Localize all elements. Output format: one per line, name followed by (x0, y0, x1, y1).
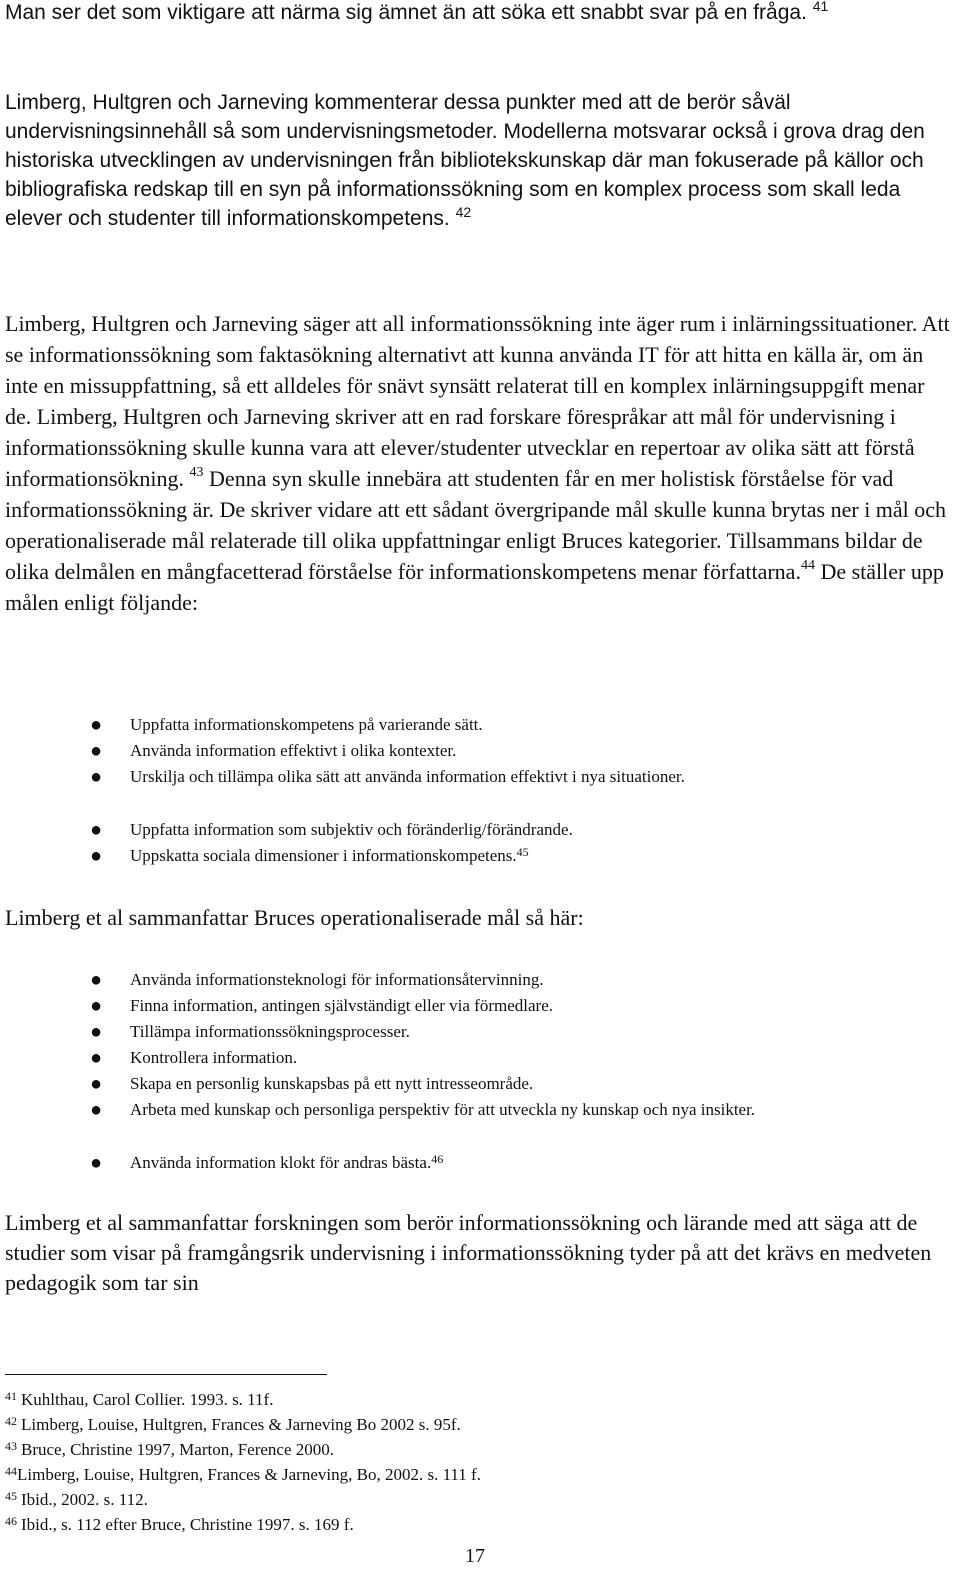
footnote-separator (5, 1374, 327, 1375)
list-item-text (130, 843, 830, 869)
bullet-icon: ● (90, 714, 103, 736)
bullet-icon: ● (90, 766, 103, 788)
footnote-number: 46 (5, 1514, 17, 1528)
footnote-ref-41: 41 (812, 0, 829, 14)
footnote-number: 44 (5, 1464, 17, 1478)
footnote-text: Limberg, Louise, Hultgren, Frances & Jarneving, Bo, 2002. s. 111 f. (17, 1465, 481, 1484)
paragraph-3-text-c: De ställer upp målen enligt följande: (5, 559, 944, 615)
footnote-text: Ibid., 2002. s. 112. (21, 1490, 148, 1509)
footnote (5, 1513, 905, 1537)
footnote (5, 1388, 905, 1412)
footnote-ref-43: 43 (189, 465, 204, 480)
footnote-number: 42 (5, 1414, 17, 1428)
footnote-text: Ibid., s. 112 efter Bruce, Christine 1997. s. 169 f. (21, 1515, 354, 1534)
list-item-text: Kontrollera information. (130, 1048, 298, 1067)
bullet-icon: ● (90, 1152, 103, 1174)
bullet-icon: ● (90, 995, 103, 1017)
footnote-ref-45: 45 (516, 845, 529, 859)
footnote-ref-44: 44 (800, 558, 815, 573)
footnote (5, 1463, 905, 1487)
footnote-number: 43 (5, 1439, 17, 1453)
bullet-icon: ● (90, 740, 103, 762)
list-item-text: Använda informationsteknologi för informationsåtervinning. (130, 970, 544, 989)
bullet-icon: ● (90, 819, 103, 841)
footnote (5, 1488, 905, 1512)
footnote-text: Bruce, Christine 1997, Marton, Ference 2000. (21, 1440, 335, 1459)
bullet-icon: ● (90, 1073, 103, 1095)
footnote-text: Limberg, Louise, Hultgren, Frances & Jarneving Bo 2002 s. 95f. (21, 1415, 461, 1434)
list-item-text (130, 1150, 830, 1176)
list-item-text: Uppfatta information som subjektiv och föränderlig/förändrande. (130, 820, 573, 839)
footnote-number: 41 (5, 1389, 17, 1403)
paragraph-3-text-b: Denna syn skulle innebära att studenten får en mer holistisk förståelse för vad informationssökning är. De skriver vidare att ett sådant övergripande mål skulle kunna brytas ner i mål och operationaliserade mål relaterade till olika uppfattningar enligt Bruces kategorier. Tillsammans bildar de olika delmålen en mångfacetterad förståelse för informationskompetens menar författarna. (5, 466, 947, 584)
paragraph-3 (5, 308, 950, 618)
paragraph-2-text: Limberg, Hultgren och Jarneving kommenterar dessa punkter med att de berör såväl undervisningsinnehåll så som undervisningsmetoder. Modellerna motsvarar också i grova drag den historiska utvecklingen av undervisningen från bibliotekskunskap där man fokuserade på källor och bibliografiska redskap till en syn på informationssökning som en komplex process som skall leda elever och studenter till informationskompetens. (5, 91, 925, 230)
list-item-text: Finna information, antingen självständigt eller via förmedlare. (130, 996, 553, 1015)
footnote-number: 45 (5, 1489, 17, 1503)
list-item-text: Tillämpa informationssökningsprocesser. (130, 1022, 410, 1041)
list-item-text: Uppfatta informationskompetens på varierande sätt. (130, 715, 483, 734)
bullet-icon: ● (90, 1047, 103, 1069)
list-item-text: Använda information effektivt i olika kontexter. (130, 741, 457, 760)
paragraph-4: Limberg et al sammanfattar Bruces operationaliserade mål så här: (5, 905, 584, 930)
paragraph-1 (5, 0, 950, 27)
bullet-icon: ● (90, 1099, 103, 1121)
paragraph-3-text-a: Limberg, Hultgren och Jarneving säger att all informationssökning inte äger rum i inlärningssituationer. Att se informationssökning som faktasökning alternativt att kunna använda IT för att hitta en källa är, om än inte en missuppfattning, så ett alldeles för snävt synsätt relaterat till en komplex inlärningsuppgift menar de. Limberg, Hultgren och Jarneving skriver att en rad forskare förespråkar att mål för undervisning i informationssökning skulle kunna vara att elever/studenter utvecklar en repertoar av olika sätt att förstå informationsökning. (5, 311, 950, 491)
paragraph-1-text: Man ser det som viktigare att närma sig ämnet än att söka ett snabbt svar på en fråga. (5, 1, 807, 24)
paragraph-5: Limberg et al sammanfattar forskningen som berör informationssökning och lärande med att säga att de studier som visar på framgångsrik undervisning i informationssökning tyder på att det krävs en medveten pedagogik som tar sin (5, 1210, 932, 1295)
footnote (5, 1438, 905, 1462)
bullet-icon: ● (90, 1021, 103, 1043)
footnote (5, 1413, 905, 1437)
bullet-icon: ● (90, 845, 103, 867)
list-item-text: Skapa en personlig kunskapsbas på ett nytt intresseområde. (130, 1074, 534, 1093)
page-number: 17 (465, 1545, 485, 1567)
list-item-text-body: Uppskatta sociala dimensioner i informationskompetens. (130, 846, 517, 865)
footnote-ref-42: 42 (455, 204, 472, 220)
paragraph-2 (5, 88, 950, 233)
list-item-text: Urskilja och tillämpa olika sätt att använda information effektivt i nya situationer. (130, 767, 685, 786)
bullet-icon: ● (90, 969, 103, 991)
list-item-text-body: Använda information klokt för andras bästa. (130, 1153, 432, 1172)
footnote-text: Kuhlthau, Carol Collier. 1993. s. 11f. (21, 1390, 274, 1409)
list-item-text: Arbeta med kunskap och personliga perspektiv för att utveckla ny kunskap och nya insikter. (130, 1100, 756, 1119)
footnote-ref-46: 46 (431, 1152, 444, 1166)
